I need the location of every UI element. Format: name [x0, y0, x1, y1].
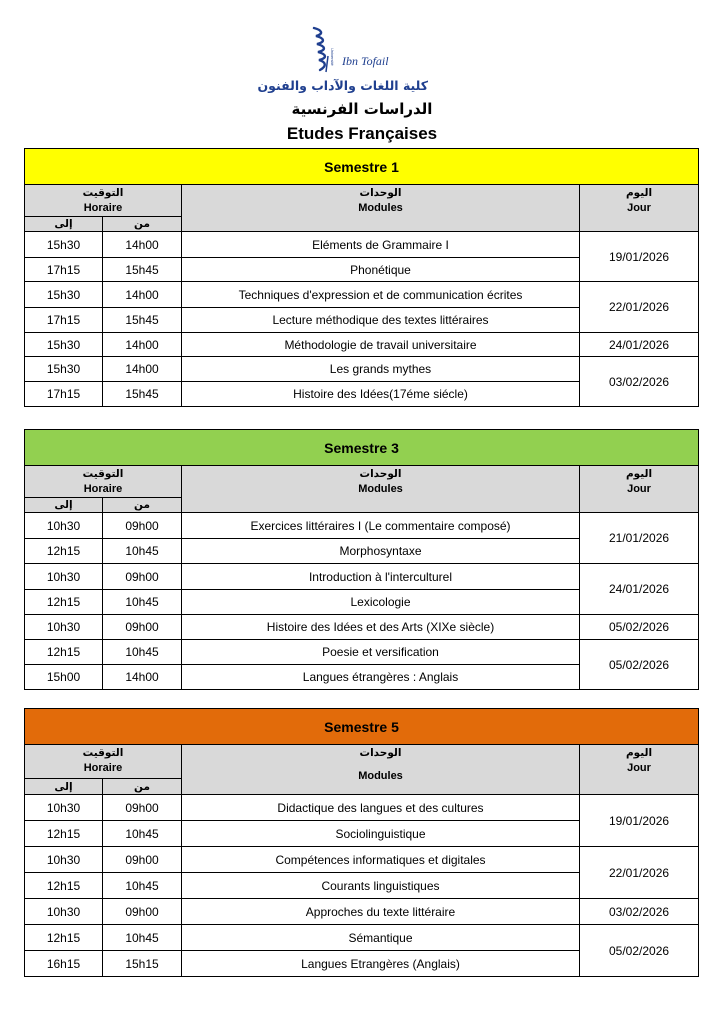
- start-time-cell: 10h45: [103, 590, 182, 615]
- table-row: [25, 925, 699, 951]
- end-time-cell: 15h30: [25, 282, 103, 308]
- horaire-header: [25, 745, 182, 779]
- semester-title: Semestre 1: [25, 149, 699, 185]
- jour-header-ar: اليوم: [625, 747, 653, 759]
- to-header: إلى: [25, 498, 103, 513]
- module-cell: Eléments de Grammaire I: [182, 232, 580, 258]
- semester-table: [24, 708, 699, 977]
- jour-header: [580, 185, 699, 232]
- module-cell: Poesie et versification: [182, 640, 580, 665]
- module-cell: Langues étrangères : Anglais: [182, 665, 580, 690]
- module-cell: Lexicologie: [182, 590, 580, 615]
- module-cell: Introduction à l'interculturel: [182, 564, 580, 590]
- logo-university-text: Université: [330, 48, 335, 66]
- from-header: من: [103, 217, 182, 232]
- module-cell: Morphosyntaxe: [182, 539, 580, 564]
- end-time-cell: 17h15: [25, 258, 103, 282]
- end-time-cell: 12h15: [25, 873, 103, 899]
- end-time-cell: 12h15: [25, 925, 103, 951]
- jour-header: [580, 466, 699, 513]
- end-time-cell: 12h15: [25, 821, 103, 847]
- horaire-header: [25, 185, 182, 217]
- date-cell: 21/01/2026: [580, 513, 699, 564]
- modules-header: [182, 466, 580, 513]
- jour-header-ar: اليوم: [625, 187, 653, 199]
- module-cell: Méthodologie de travail universitaire: [182, 333, 580, 357]
- to-header: إلى: [25, 217, 103, 232]
- table-row: [25, 564, 699, 590]
- semester-title: Semestre 5: [25, 709, 699, 745]
- end-time-cell: 15h30: [25, 232, 103, 258]
- end-time-cell: 15h00: [25, 665, 103, 690]
- start-time-cell: 14h00: [103, 357, 182, 382]
- date-cell: 19/01/2026: [580, 232, 699, 282]
- start-time-cell: 09h00: [103, 795, 182, 821]
- module-cell: Techniques d'expression et de communication écrites: [182, 282, 580, 308]
- end-time-cell: 12h15: [25, 590, 103, 615]
- end-time-cell: 10h30: [25, 847, 103, 873]
- module-cell: Exercices littéraires I (Le commentaire composé): [182, 513, 580, 539]
- start-time-cell: 14h00: [103, 282, 182, 308]
- date-cell: 24/01/2026: [580, 333, 699, 357]
- jour-header: [580, 745, 699, 795]
- semester-title: Semestre 3: [25, 430, 699, 466]
- module-cell: Langues Etrangères (Anglais): [182, 951, 580, 977]
- horaire-header-ar: التوقيت: [82, 747, 124, 759]
- module-cell: Compétences informatiques et digitales: [182, 847, 580, 873]
- horaire-header-ar: التوقيت: [82, 468, 124, 480]
- table-row: [25, 282, 699, 308]
- to-header: إلى: [25, 779, 103, 795]
- modules-header-ar: الوحدات: [359, 468, 402, 480]
- end-time-cell: 10h30: [25, 513, 103, 539]
- date-cell: 19/01/2026: [580, 795, 699, 847]
- page-title-arabic: الدراسات الفرنسية: [291, 100, 433, 118]
- module-cell: Phonétique: [182, 258, 580, 282]
- end-time-cell: 12h15: [25, 640, 103, 665]
- end-time-cell: 10h30: [25, 615, 103, 640]
- start-time-cell: 15h15: [103, 951, 182, 977]
- table-row: [25, 615, 699, 640]
- table-row: [25, 232, 699, 258]
- date-cell: 24/01/2026: [580, 564, 699, 615]
- horaire-header-ar: التوقيت: [82, 187, 124, 199]
- semester-band: [25, 149, 699, 185]
- faculty-logo: [258, 26, 428, 96]
- table-row: [25, 357, 699, 382]
- date-cell: 03/02/2026: [580, 899, 699, 925]
- modules-header-fr: Modules: [358, 202, 403, 214]
- date-cell: 05/02/2026: [580, 615, 699, 640]
- module-cell: Sémantique: [182, 925, 580, 951]
- end-time-cell: 10h30: [25, 795, 103, 821]
- module-cell: Les grands mythes: [182, 357, 580, 382]
- semester-table: [24, 429, 699, 690]
- end-time-cell: 17h15: [25, 382, 103, 407]
- from-header: من: [103, 498, 182, 513]
- date-cell: 22/01/2026: [580, 282, 699, 333]
- module-cell: Approches du texte littéraire: [182, 899, 580, 925]
- module-cell: Courants linguistiques: [182, 873, 580, 899]
- date-cell: 05/02/2026: [580, 640, 699, 690]
- modules-header-fr: Modules: [358, 770, 403, 782]
- horaire-header-fr: Horaire: [83, 202, 123, 214]
- end-time-cell: 15h30: [25, 333, 103, 357]
- table-row: [25, 640, 699, 665]
- start-time-cell: 10h45: [103, 539, 182, 564]
- start-time-cell: 15h45: [103, 308, 182, 333]
- module-cell: Sociolinguistique: [182, 821, 580, 847]
- modules-header: [182, 185, 580, 232]
- jour-header-fr: Jour: [627, 202, 651, 214]
- modules-header-ar: الوحدات: [359, 747, 402, 759]
- semester-table: [24, 148, 699, 407]
- module-cell: Histoire des Idées et des Arts (XIXe siècle): [182, 615, 580, 640]
- page-title-french: Etudes Françaises: [286, 124, 438, 143]
- modules-header-ar: الوحدات: [359, 187, 402, 199]
- start-time-cell: 15h45: [103, 382, 182, 407]
- logo-latin-text: Ibn Tofail: [342, 54, 389, 68]
- start-time-cell: 15h45: [103, 258, 182, 282]
- table-row: [25, 513, 699, 539]
- table-row: [25, 847, 699, 873]
- end-time-cell: 15h30: [25, 357, 103, 382]
- date-cell: 05/02/2026: [580, 925, 699, 977]
- module-cell: Histoire des Idées(17éme siécle): [182, 382, 580, 407]
- start-time-cell: 14h00: [103, 333, 182, 357]
- logo-arabic-text: كلية اللغات والآداب والفنون: [257, 78, 428, 93]
- horaire-header-fr: Horaire: [83, 762, 123, 774]
- table-row: [25, 795, 699, 821]
- semester-band: [25, 709, 699, 745]
- column-header-row: [25, 466, 699, 498]
- end-time-cell: 17h15: [25, 308, 103, 333]
- module-cell: Didactique des langues et des cultures: [182, 795, 580, 821]
- start-time-cell: 14h00: [103, 665, 182, 690]
- start-time-cell: 10h45: [103, 925, 182, 951]
- table-row: [25, 899, 699, 925]
- end-time-cell: 12h15: [25, 539, 103, 564]
- from-header: من: [103, 779, 182, 795]
- start-time-cell: 09h00: [103, 564, 182, 590]
- modules-header-fr: Modules: [358, 483, 403, 495]
- start-time-cell: 14h00: [103, 232, 182, 258]
- horaire-header: [25, 466, 182, 498]
- start-time-cell: 10h45: [103, 640, 182, 665]
- start-time-cell: 09h00: [103, 615, 182, 640]
- start-time-cell: 09h00: [103, 513, 182, 539]
- start-time-cell: 10h45: [103, 821, 182, 847]
- jour-header-fr: Jour: [627, 762, 651, 774]
- date-cell: 03/02/2026: [580, 357, 699, 407]
- jour-header-fr: Jour: [627, 483, 651, 495]
- end-time-cell: 16h15: [25, 951, 103, 977]
- date-cell: 22/01/2026: [580, 847, 699, 899]
- end-time-cell: 10h30: [25, 564, 103, 590]
- start-time-cell: 10h45: [103, 873, 182, 899]
- module-cell: Lecture méthodique des textes littéraires: [182, 308, 580, 333]
- start-time-cell: 09h00: [103, 847, 182, 873]
- modules-header: [182, 745, 580, 795]
- horaire-header-fr: Horaire: [83, 483, 123, 495]
- column-header-row: [25, 745, 699, 779]
- jour-header-ar: اليوم: [625, 468, 653, 480]
- start-time-cell: 09h00: [103, 899, 182, 925]
- table-row: [25, 333, 699, 357]
- column-header-row: [25, 185, 699, 217]
- end-time-cell: 10h30: [25, 899, 103, 925]
- semester-band: [25, 430, 699, 466]
